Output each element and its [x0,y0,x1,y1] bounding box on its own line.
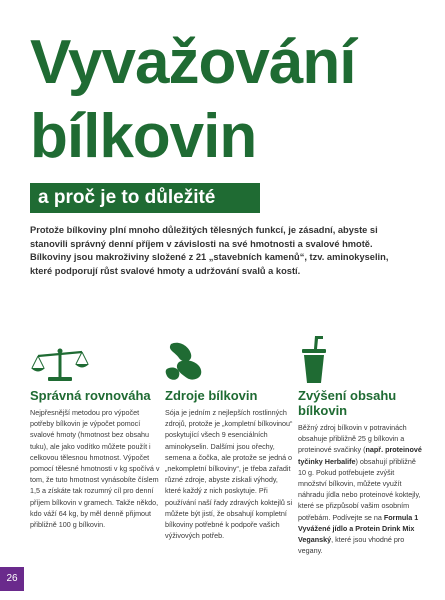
column-heading-balance: Správná rovnováha [30,388,151,403]
body-text-bold: Formula 1 Vyvážené jídlo a Protein Drink Mix Veganský [298,512,419,545]
intro-paragraph: Protože bílkoviny plní mnoho důležitých tělesných funkcí, je zásadní, abyste si stanovili správný denní příjem v závislosti na své hmotnosti a svalové hmotě. Bílkoviny jsou makroživiny složené z 21 „stavebních kamenů“, tzv. aminokyselin, které podporují růst svalové hmoty a udržování svalů a kostí. [30,225,389,276]
subtitle-banner: a proč je to důležité [30,183,260,213]
column-body-balance: Nejpřesnější metodou pro výpočet potřeby bílkovin je výpočet pomocí svalové hmoty (hmotnost bez obsahu tuku), ale jako vodítko můžete použít i celkovou tělesnou hmotnost. Výpočet pomocí tělesné hmotnosti v kg spočívá v tom, že tuto hmotnost vynásobíte číslem 1,5 a získáte tak rozumný cíl pro denní příjem bílkovin v gramech. Takže někdo, kdo váží 64 kg, by měl denně přijmout přibližně 100 g bílkovin. [30,408,160,530]
column-body-sources: Sója je jedním z nejlepších rostlinných zdrojů, protože je „kompletní bílkovinou“ poskytující všech 9 esenciálních aminokyselin. Dalšími jsou ořechy, semena a čočka, ale protože se jedná o „nekompletní bílkoviny“, je třeba zařadit různé zdroje, abyste získali výhody, které každý z nich poskytuje. Při používání naší řady zdravých koktejlů si můžete být jistí, že obsahují kompletní bílkoviny potřebné k podpoře vašich výživových potřeb. [165,408,293,541]
column-sources [165,388,293,541]
soybean-icon [165,340,205,384]
column-body-increase [298,422,422,556]
title-line-1: Vyvažování [30,28,356,97]
title-line-2: bílkovin [30,102,257,171]
column-heading-sources: Zdroje bílkovin [165,388,258,403]
column-balance [30,388,160,530]
column-heading-increase: Zvýšení obsahu bílkovin [298,388,397,418]
body-text: Běžný zdroj bílkovin v potravinách obsahuje přibližně 25 g bílkovin a proteinové svačinky ( [298,423,407,455]
page-title [30,26,355,174]
column-increase [298,388,422,556]
balance-scale-icon [30,344,90,384]
page-number-badge: 26 [0,567,24,591]
body-text-bold: např. proteinové tyčinky Herbalife [298,445,422,466]
body-text: , které jsou vhodné pro vegany. [298,535,405,556]
body-text: ) obsahují přibližně 10 g. Pokud potřebujete zvýšit množství bílkovin, můžete využít náhradu jídla nebo proteinové koktejly, které se přizpůsobí vašim osobním potřebám. Podívejte se na [298,456,421,522]
drink-cup-icon [298,336,330,384]
